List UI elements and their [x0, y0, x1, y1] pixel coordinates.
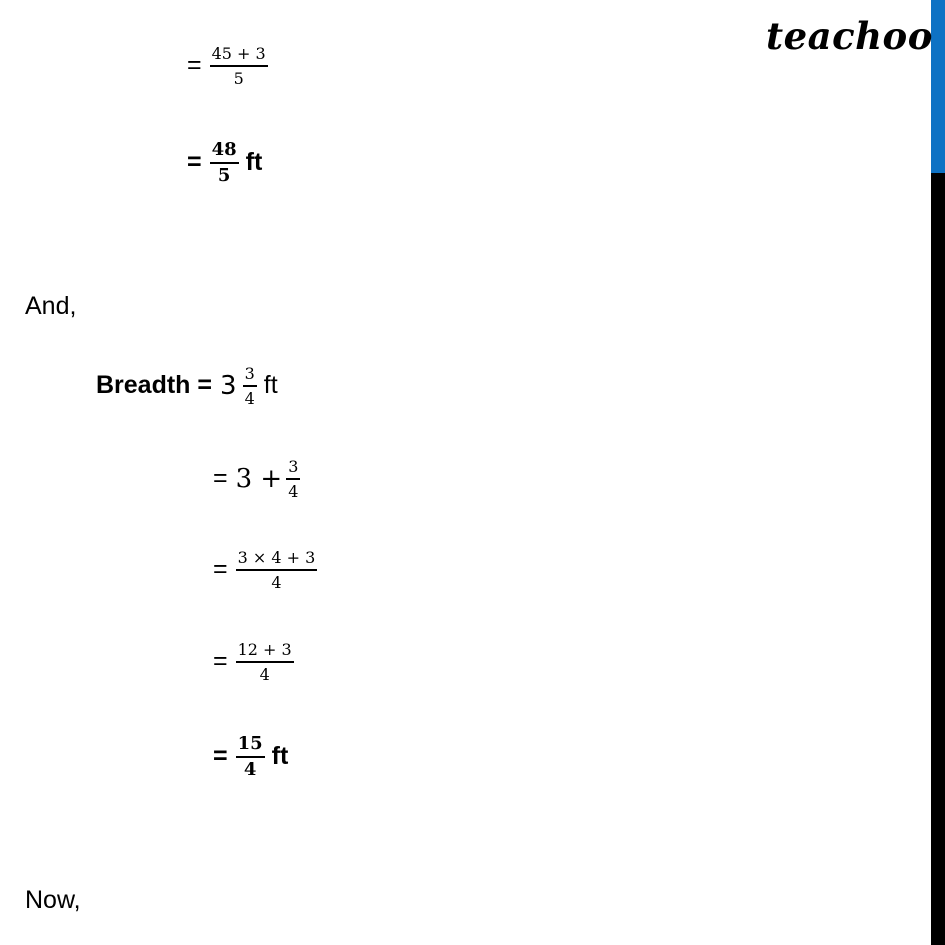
- fraction-bar: [286, 478, 300, 480]
- numerator: 15: [237, 733, 263, 754]
- numerator: 48: [211, 139, 237, 160]
- fraction: [243, 364, 257, 408]
- numerator: 3: [244, 364, 255, 383]
- fraction: [236, 640, 294, 684]
- denominator: 4: [271, 572, 282, 592]
- equals-sign: =: [213, 647, 228, 676]
- denominator: 4: [259, 664, 270, 684]
- breadth-step-3: [213, 640, 294, 684]
- and-label: And,: [25, 292, 77, 320]
- length-step-1: [187, 44, 268, 88]
- fraction-bar: [236, 661, 294, 663]
- sidebar-accent-bar: [931, 0, 945, 945]
- breadth-label: Breadth =: [96, 371, 213, 400]
- breadth-definition: [96, 364, 278, 408]
- unit-label: ft: [263, 371, 278, 400]
- fraction: [210, 140, 239, 186]
- fraction: [236, 734, 265, 780]
- mixed-whole: 3: [220, 370, 237, 401]
- fraction-bar: [236, 569, 318, 571]
- equals-sign: =: [213, 742, 228, 771]
- fraction: [236, 548, 318, 592]
- and-label-line: [25, 292, 76, 321]
- denominator: 4: [243, 758, 257, 780]
- fraction: [210, 44, 268, 88]
- numerator: 3: [288, 457, 299, 476]
- equals-sign: =: [187, 51, 202, 80]
- numerator: 45 + 3: [211, 44, 266, 63]
- unit-label: ft: [271, 742, 289, 771]
- length-step-2: [187, 140, 262, 186]
- equals-sign: =: [213, 464, 228, 493]
- numerator: 3 × 4 + 3: [237, 548, 316, 567]
- denominator: 5: [233, 68, 244, 88]
- numerator: 12 + 3: [237, 640, 292, 659]
- denominator: 4: [288, 481, 299, 501]
- breadth-step-1: [213, 457, 300, 501]
- teachoo-logo: teachoo: [766, 14, 933, 58]
- equals-sign: =: [213, 555, 228, 584]
- whole-plus: 3 +: [235, 463, 283, 494]
- denominator: 5: [217, 164, 231, 186]
- now-label-line: [25, 886, 81, 915]
- fraction-bar: [243, 385, 257, 387]
- fraction-bar: [210, 162, 239, 164]
- equals-sign: =: [187, 148, 202, 177]
- fraction-bar: [236, 756, 265, 758]
- now-label: Now,: [25, 886, 81, 914]
- fraction: [286, 457, 300, 501]
- unit-label: ft: [245, 148, 263, 177]
- sidebar-accent-blue: [931, 0, 945, 173]
- fraction-bar: [210, 65, 268, 67]
- denominator: 4: [244, 388, 255, 408]
- breadth-step-4: [213, 734, 288, 780]
- breadth-step-2: [213, 548, 317, 592]
